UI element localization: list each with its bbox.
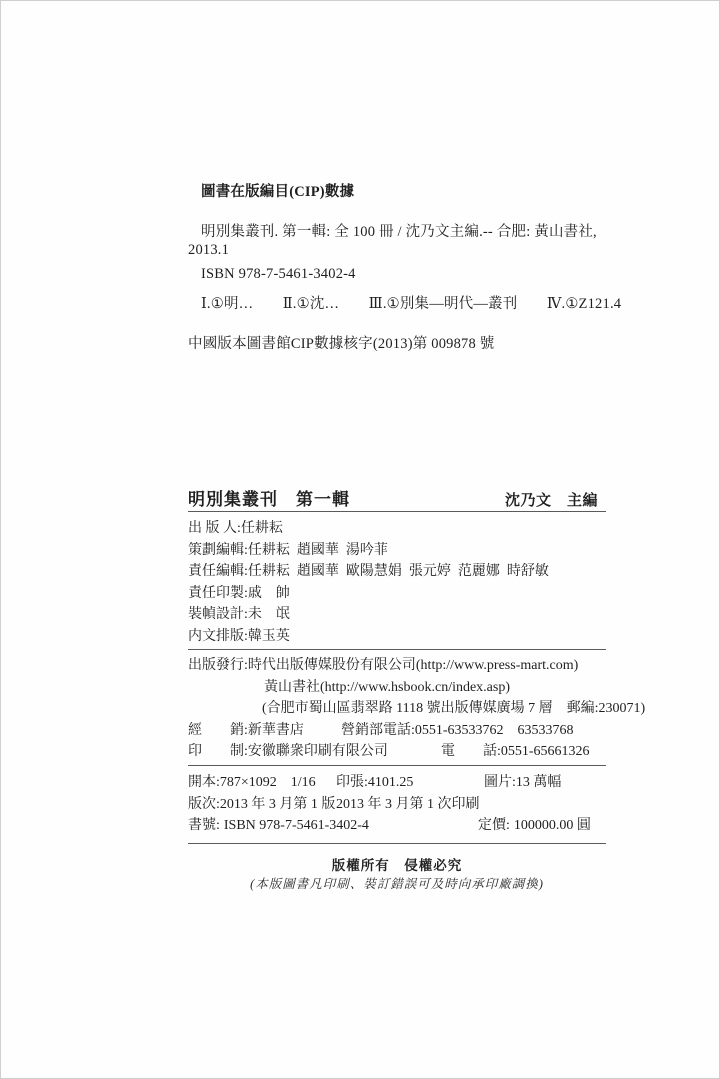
staff-label: 内文排版: [188, 628, 248, 644]
edition-label: 版次: [188, 796, 220, 812]
pictures-value: 13 萬幅 [515, 775, 562, 790]
pictures-segment [484, 772, 561, 794]
publisher-label: 出版發行: [188, 658, 248, 673]
staff-row-print-supervisor [188, 583, 606, 605]
price-label: 定價: [478, 818, 510, 833]
staff-row-typesetter [188, 626, 606, 648]
printer-row [188, 741, 606, 763]
cip-description-line1: 明別集叢刊. 第一輯: 全 100 冊 / 沈乃文主編.-- 合肥: 黃山書社, [201, 224, 597, 240]
staff-label: 策劃編輯: [188, 542, 248, 558]
sales-phone-segment [341, 720, 574, 742]
isbn-price-row [188, 815, 606, 837]
cip-classification: Ⅰ.①明… Ⅱ.①沈… Ⅲ.①別集—明代—叢刊 Ⅳ.①Z121.4 [201, 296, 622, 312]
copyright-notice: 版權所有 侵權必究 [331, 858, 463, 873]
cip-isbn: ISBN 978-7-5461-3402-4 [201, 266, 356, 282]
phone-value: 0551-65661326 [500, 744, 590, 759]
printing-segment: 2013 年 3 月第 1 次印刷 [336, 796, 480, 812]
sheet-value: 787×1092 1/16 [219, 775, 316, 790]
sales-phone-value: 0551-63533762 63533768 [414, 722, 574, 738]
staff-label: 出 版 人: [188, 521, 241, 536]
staff-value: 戚 帥 [247, 585, 290, 601]
book-editor: 沈乃文 主編 [504, 493, 598, 509]
distributor-segment [188, 720, 304, 742]
staff-label: 責任編輯: [188, 564, 248, 579]
sheet-label: 開本: [188, 775, 220, 790]
distributor-label: 經 銷: [188, 722, 248, 738]
book-title: 明別集叢刊 第一輯 [188, 490, 350, 509]
edition-value: 2013 年 3 月第 1 版 [219, 796, 336, 812]
cip-record-number: 中國版本圖書館CIP數據核字(2013)第 009878 號 [188, 336, 495, 352]
staff-row-responsible-editors [188, 561, 606, 583]
isbn-value: ISBN 978-7-5461-3402-4 [223, 818, 369, 833]
publisher-line2: 黃山書社(http://www.hsbook.cn/index.asp) [264, 679, 511, 695]
pictures-label: 圖片: [484, 775, 516, 790]
staff-value: 任耕耘 趙國華 湯吟菲 [247, 542, 388, 558]
impressions-value: 4101.25 [367, 775, 414, 790]
isbn-segment [188, 815, 369, 837]
publisher-value: 時代出版傳媒股份有限公司(http://www.press-mart.com) [247, 658, 579, 673]
publisher-address-row [188, 698, 646, 720]
price-value: 100000.00 圓 [513, 818, 591, 833]
edition-segment [188, 794, 335, 816]
edition-row [188, 794, 606, 816]
staff-row-publisher-person [188, 518, 606, 540]
staff-label: 責任印製: [188, 585, 248, 601]
publisher-row2 [188, 677, 606, 699]
publisher-address: (合肥市蜀山區翡翠路 1118 號出版傳媒廣場 7 層 郵編:230071) [262, 701, 646, 716]
staff-row-planning-editors [188, 540, 606, 562]
staff-value: 任耕耘 [240, 521, 283, 536]
divider [188, 843, 606, 844]
staff-value: 未 氓 [247, 607, 290, 622]
distributor-value: 新華書店 [247, 722, 304, 738]
misprint-exchange-note: (本版圖書凡印刷、裝訂錯誤可及時向承印廠調換) [250, 877, 544, 891]
price-segment [478, 815, 591, 837]
sheet-size-segment [188, 772, 316, 794]
phone-label: 電 話: [441, 744, 501, 759]
printer-label: 印 制: [188, 744, 248, 759]
format-block [188, 772, 606, 837]
impressions-label: 印張: [336, 775, 368, 790]
staff-value: 任耕耘 趙國華 歐陽慧娟 張元婷 范麗娜 時舒敏 [247, 564, 549, 579]
isbn-label: 書號: [188, 818, 220, 833]
divider [188, 649, 606, 650]
staff-row-binding-designer [188, 604, 606, 626]
format-row [188, 772, 606, 794]
cip-header: 圖書在版編目(CIP)數據 [201, 184, 355, 200]
staff-label: 裝幀設計: [188, 607, 248, 622]
staff-value: 韓玉英 [247, 628, 290, 644]
printer-segment [188, 741, 388, 763]
staff-block [188, 518, 606, 647]
title-row [188, 484, 606, 510]
printer-value: 安徽聯衆印刷有限公司 [247, 744, 388, 759]
divider [188, 765, 606, 766]
sales-phone-label: 營銷部電話: [341, 722, 415, 738]
cip-description-line2: 2013.1 [188, 242, 230, 258]
impressions-segment [336, 772, 413, 794]
publishing-block [188, 655, 646, 763]
publisher-row [188, 655, 606, 677]
divider [188, 511, 606, 512]
distributor-row [188, 720, 606, 742]
phone-segment [441, 741, 590, 763]
